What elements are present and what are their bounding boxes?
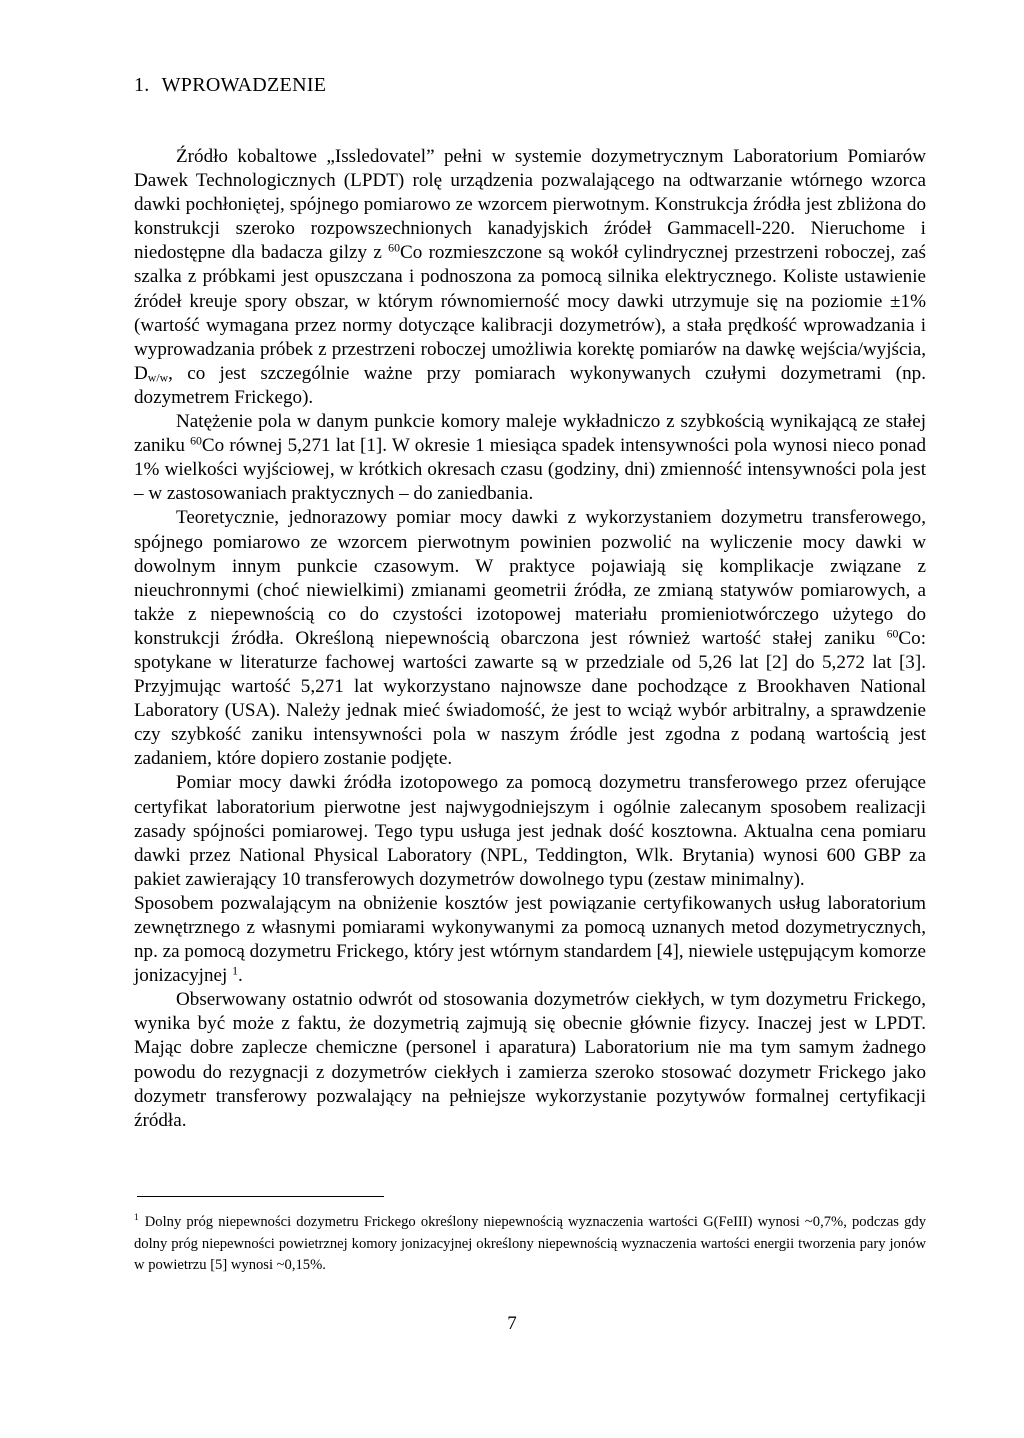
paragraph-1-part-3: , co jest szczególnie ważne przy pomiarach wykonywanych czułymi dozymetrami (np. dozymetrem Frickego). (134, 362, 926, 408)
page-number: 7 (507, 1313, 517, 1334)
footnote-marker: 1 (134, 1213, 139, 1224)
footnote-reference: 1 (232, 963, 239, 978)
paragraph-1-part-2: Co rozmieszczone są wokół cylindrycznej przestrzeni roboczej, zaś szalka z próbkami jest opuszczana i podnoszona za pomocą silnika elektrycznego. Koliste ustawienie źródeł kreuje spory obszar, w którym równomierność mocy dawki utrzymuje się na poziomie ±1% (wartość wymagana przez normy dotyczące kalibracji dozymetrów), a stała prędkość wprowadzania i wyprowadzania próbek z przestrzeni roboczej umożliwia korektę pomiarów na dawkę wejścia/wyjścia, D (134, 242, 926, 384)
paragraph-6-text: Obserwowany ostatnio odwrót od stosowania dozymetrów ciekłych, w tym dozymetru Frickego, wynika być może z faktu, że dozymetrią zajmują się obecnie głównie fizycy. Inaczej jest w LPDT. Mając dobre zaplecze chemiczne (personel i aparatura) Laboratorium nie ma tym samym żadnego powodu do rezygnacji z dozymetrów ciekłych i zamierza szeroko stosować dozymetr Frickego jako dozymetr transferowy pozwalający na pełniejsze wykorzystanie pozytywów formalnej certyfikacji źródła. (134, 989, 926, 1131)
paragraph-6 (134, 988, 926, 1133)
paragraph-2-part-1: Natężenie pola w danym punkcie komory maleje wykładniczo z szybkością wynikającą ze stałej zaniku (134, 411, 926, 457)
paragraph-5-part-2: . (238, 965, 243, 987)
paragraph-3-part-2: Co: spotykane w literaturze fachowej wartości zawarte są w przedziale od 5,26 lat [2] do 5,272 lat [3]. Przyjmując wartość 5,271 lat wykorzystano najnowsze dane pochodzące z Brookhaven National Laboratory (USA). Należy jednak mieć świadomość, że jest to wciąż wybór arbitralny, a sprawdzenie czy szybkość zaniku intensywności pola w naszym źródle jest zgodna z podaną wartością jest zadaniem, które dopiero zostanie podjęte. (134, 627, 926, 770)
section-number: 1. (134, 74, 150, 96)
paragraph-3 (134, 506, 926, 771)
footnote (134, 1212, 926, 1277)
isotope-superscript: 60 (886, 626, 899, 641)
footnote-separator (137, 1196, 384, 1197)
paragraph-2-part-2: Co równej 5,271 lat [1]. W okresie 1 miesiąca spadek intensywności pola wynosi nieco ponad 1% wielkości wyjściowej, w krótkich okresach czasu (godziny, dni) zmienność intensywności pola jest – w zastosowaniach praktycznych – do zaniedbania. (134, 435, 927, 505)
dose-subscript: w/w (147, 370, 169, 385)
paragraph-3-part-1: Teoretycznie, jednorazowy pomiar mocy dawki z wykorzystaniem dozymetru transferowego, spójnego pomiarowo ze wzorcem pierwotnym powinien pozwolić na wyliczenie mocy dawki w dowolnym innym punkcie czasowym. W praktyce pojawiają się komplikacje związane z nieuchronnymi (choć niewielkimi) zmianami geometrii źródła, ze zmianą statywów pomiarowych, a także z niepewnością co do czystości izotopowej materiału promieniotwórczego użytego do konstrukcji źródła. Określoną niepewnością obarczona jest również wartość stałej zaniku (134, 507, 926, 649)
paragraph-4-text: Pomiar mocy dawki źródła izotopowego za pomocą dozymetru transferowego przez oferujące certyfikat laboratorium pierwotne jest najwygodniejszym i ogólnie zalecanym sposobem realizacji zasady spójności pomiarowej. Tego typu usługa jest jednak dość kosztowna. Aktualna cena pomiaru dawki przez National Physical Laboratory (NPL, Teddington, Wlk. Brytania) wynosi 600 GBP za pakiet zawierający 10 transferowych dozymetrów dowolnego typu (zestaw minimalny). (134, 772, 926, 890)
paragraph-5-part-1: Sposobem pozwalającym na obniżenie kosztów jest powiązanie certyfikowanych usług laboratorium zewnętrznego z własnymi pomiarami wykonywanymi za pomocą uznanych metod dozymetrycznych, np. za pomocą dozymetru Frickego, który jest wtórnym standardem [4], niewiele ustępującym komorze jonizacyjnej (134, 892, 926, 987)
paragraph-2 (134, 410, 926, 506)
paragraph-1 (134, 145, 926, 410)
isotope-superscript: 60 (388, 240, 400, 255)
section-heading (134, 74, 326, 97)
body-text (134, 145, 926, 1133)
paragraph-1-part-1: Źródło kobaltowe „Issledovatel” pełni w systemie dozymetrycznym Laboratorium Pomiarów Dawek Technologicznych (LPDT) rolę urządzenia pozwalającego na odtwarzanie wtórnego wzorca dawki pochłoniętej, spójnego pomiarowo ze wzorcem pierwotnym. Konstrukcja źródła jest zbliżona do konstrukcji szeroko rozpowszechnionych kanadyjskich źródeł Gammacell-220. Nieruchome i niedostępne dla badacza gilzy z (134, 146, 926, 264)
footnote-text: Dolny próg niepewności dozymetru Frickego określony niepewnością wyznaczenia wartości G(FeIII) wynosi ~0,7%, podczas gdy dolny próg niepewności powietrznej komory jonizacyjnej określony niepewnością wyznaczenia wartości energii tworzenia pary jonów w powietrzu [5] wynosi ~0,15%. (134, 1214, 926, 1273)
paragraph-5 (134, 892, 926, 988)
isotope-superscript: 60 (190, 433, 202, 448)
paragraph-4 (134, 771, 926, 891)
section-title: WPROWADZENIE (161, 74, 327, 96)
